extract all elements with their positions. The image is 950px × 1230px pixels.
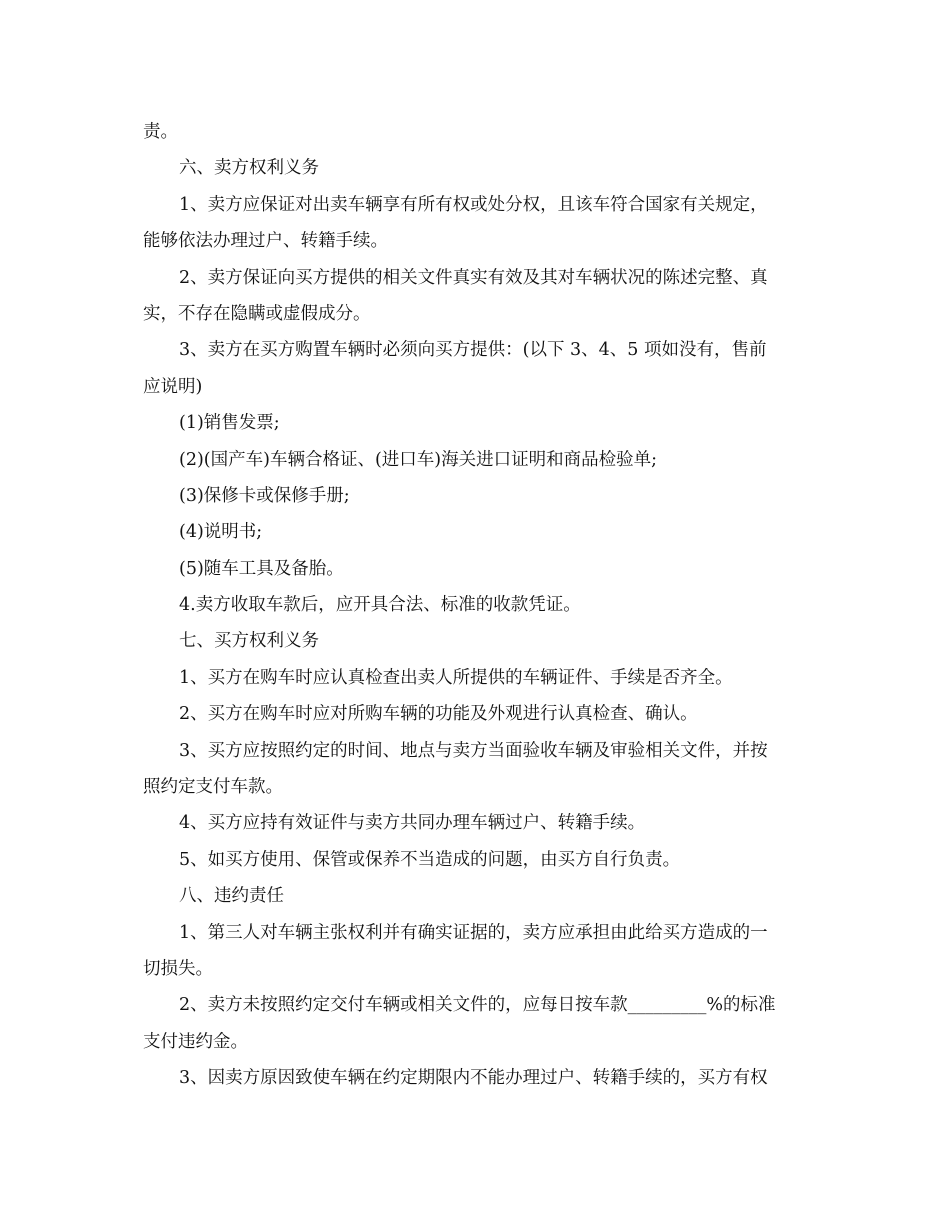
text-line: 1、买方在购车时应认真检查出卖人所提供的车辆证件、手续是否齐全。 (179, 667, 733, 688)
text-line: 1、卖方应保证对出卖车辆享有所有权或处分权，且该车符合国家有关规定， (179, 194, 768, 215)
section-heading-seller-rights: 六、卖方权利义务 (179, 158, 319, 179)
section-heading-buyer-rights: 七、买方权利义务 (179, 631, 319, 652)
document-body (143, 114, 813, 1097)
text-line: 支付违约金。 (143, 1031, 248, 1052)
text-line: 3、买方应按照约定的时间、地点与卖方当面验收车辆及审验相关文件，并按 (179, 740, 768, 761)
text-line: 能够依法办理过户、转籍手续。 (143, 231, 388, 252)
list-item: (5)随车工具及备胎。 (179, 558, 344, 579)
list-item: (4)说明书; (179, 522, 263, 543)
text-line: 4.卖方收取车款后，应开具合法、标准的收款凭证。 (179, 595, 581, 616)
text-line: 4、买方应持有效证件与卖方共同办理车辆过户、转籍手续。 (179, 813, 646, 834)
text-line: 2、卖方保证向买方提供的相关文件真实有效及其对车辆状况的陈述完整、真 (179, 267, 768, 288)
text-line: 应说明) (143, 376, 203, 397)
text-line: 切损失。 (143, 958, 213, 979)
text-line: 3、因卖方原因致使车辆在约定期限内不能办理过户、转籍手续的，买方有权 (179, 1068, 768, 1089)
text-line: 2、卖方未按照约定交付车辆或相关文件的，应每日按车款_________%的标准 (179, 995, 776, 1016)
list-item: (2)(国产车)车辆合格证、(进口车)海关进口证明和商品检验单; (179, 449, 657, 470)
list-item: (1)销售发票; (179, 413, 280, 434)
list-item: (3)保修卡或保修手册; (179, 485, 350, 506)
text-line: 2、买方在购车时应对所购车辆的功能及外观进行认真检查、确认。 (179, 704, 698, 725)
text-line: 实，不存在隐瞒或虚假成分。 (143, 303, 371, 324)
text-line: 责。 (143, 122, 178, 142)
text-line: 1、第三人对车辆主张权利并有确实证据的，卖方应承担由此给买方造成的一 (179, 922, 768, 943)
text-line: 3、卖方在买方购置车辆时必须向买方提供：(以下 3、4、5 项如没有，售前 (179, 340, 767, 361)
text-line: 5、如买方使用、保管或保养不当造成的问题，由买方自行负责。 (179, 849, 681, 870)
section-heading-breach-liability: 八、违约责任 (179, 886, 284, 907)
text-line: 照约定支付车款。 (143, 777, 283, 798)
